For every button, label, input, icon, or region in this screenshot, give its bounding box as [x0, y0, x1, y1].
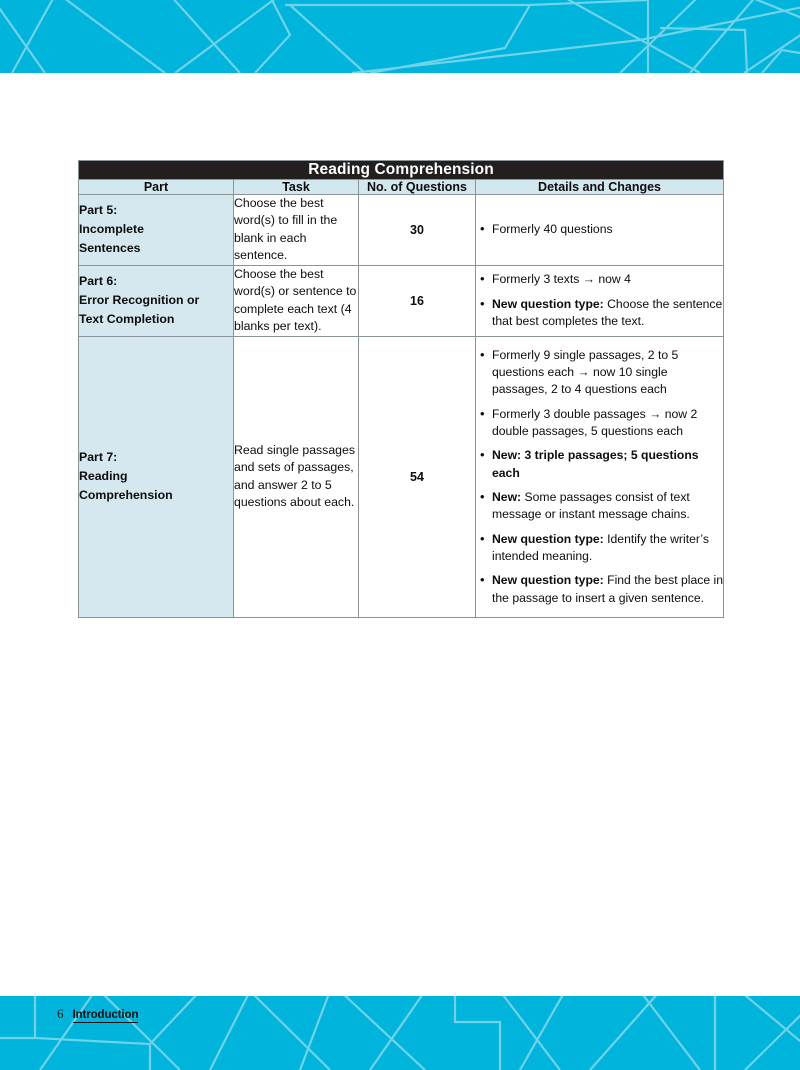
table-row	[79, 336, 724, 617]
column-header-task: Task	[234, 180, 359, 195]
header-decorative-band	[0, 0, 800, 73]
details-cell	[476, 336, 724, 617]
details-bullet-list	[476, 347, 723, 607]
list-item	[490, 531, 723, 566]
table-header-row	[79, 180, 724, 195]
bullet-text: Formerly 9 single passages, 2 to 5 questions each → now 10 single passages, 2 to 4 questions each	[492, 347, 679, 397]
bullet-bold-lead: New question type:	[492, 573, 604, 588]
page-number: 6	[57, 1006, 64, 1021]
table-title: Reading Comprehension	[79, 161, 724, 180]
part-label-line3: Sentences	[79, 241, 141, 256]
part-label-line2: Error Recognition or	[79, 293, 200, 308]
list-item	[490, 347, 723, 399]
part-label-line1: Part 5:	[79, 203, 118, 218]
part-label-line1: Part 6:	[79, 274, 118, 289]
task-cell: Choose the best word(s) or sentence to complete each text (4 blanks per text).	[234, 265, 359, 336]
bullet-bold-lead: New question type:	[492, 531, 604, 546]
part-cell	[79, 336, 234, 617]
footer-section-label: Introduction	[72, 1009, 139, 1021]
part-label-line2: Incomplete	[79, 222, 144, 237]
bullet-bold-lead: New: 3 triple passages; 5 questions each	[492, 448, 699, 480]
questions-count-cell: 54	[359, 336, 476, 617]
list-item	[490, 221, 723, 238]
column-header-questions: No. of Questions	[359, 180, 476, 195]
reading-comprehension-table	[78, 160, 723, 618]
details-bullet-list	[476, 221, 723, 238]
part-cell	[79, 195, 234, 266]
table-row	[79, 265, 724, 336]
list-item	[490, 296, 723, 331]
bullet-text: Identify the writer’s intended meaning.	[492, 531, 709, 563]
bullet-text: Some passages consist of text message or instant message chains.	[492, 489, 690, 522]
bullet-text: Choose the sentence that best completes the text.	[492, 296, 723, 328]
part-cell	[79, 265, 234, 336]
bullet-text: Find the best place in the passage to insert a given sentence.	[492, 573, 723, 605]
header-pattern-graphic	[0, 0, 800, 73]
part-label-line1: Part 7:	[79, 450, 118, 465]
part-label-line3: Text Completion	[79, 312, 175, 327]
spec-table	[78, 160, 724, 618]
part-label-line3: Comprehension	[79, 488, 173, 503]
page-footer	[57, 1006, 138, 1023]
bullet-text: Formerly 40 questions	[492, 222, 613, 237]
list-item	[490, 406, 723, 441]
table-row	[79, 195, 724, 266]
list-item	[490, 572, 723, 607]
list-item	[490, 489, 723, 524]
column-header-part: Part	[79, 180, 234, 195]
task-cell: Read single passages and sets of passages, and answer 2 to 5 questions about each.	[234, 336, 359, 617]
questions-count-cell: 30	[359, 195, 476, 266]
column-header-details: Details and Changes	[476, 180, 724, 195]
bullet-bold-lead: New question type:	[492, 296, 604, 311]
task-cell: Choose the best word(s) to fill in the blank in each sentence.	[234, 195, 359, 266]
details-cell	[476, 195, 724, 266]
list-item	[490, 447, 723, 482]
part-label-line2: Reading	[79, 469, 128, 484]
list-item	[490, 271, 723, 288]
questions-count-cell: 16	[359, 265, 476, 336]
bullet-text: Formerly 3 texts → now 4	[492, 272, 631, 287]
page-content	[0, 73, 800, 996]
details-cell	[476, 265, 724, 336]
bullet-text: Formerly 3 double passages → now 2 double passages, 5 questions each	[492, 406, 698, 438]
details-bullet-list	[476, 271, 723, 330]
bullet-bold-lead: New:	[492, 489, 522, 504]
table-title-row	[79, 161, 724, 180]
